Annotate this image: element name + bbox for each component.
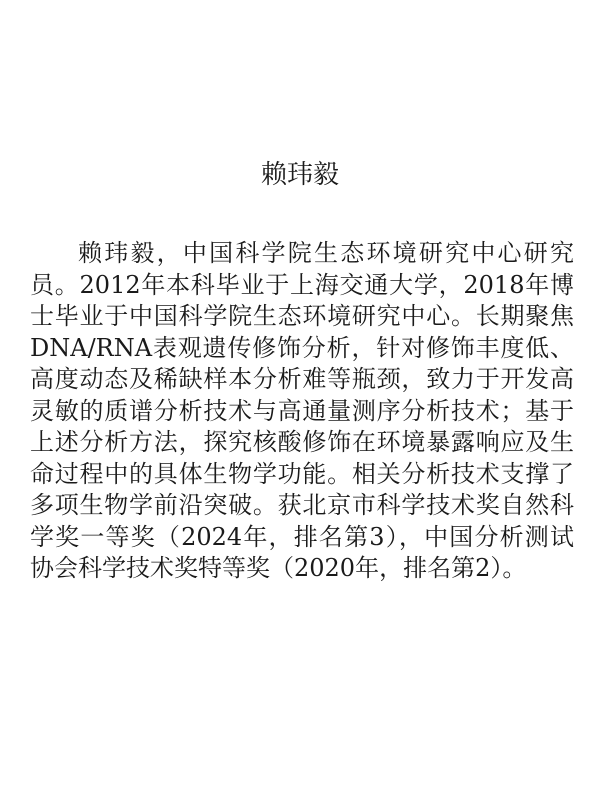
biography-paragraph: 赖玮毅，中国科学院生态环境研究中心研究员。2012年本科毕业于上海交通大学，2018年博士毕业于中国科学院生态环境研究中心。长期聚焦DNA/RNA表观遗传修饰分析，针对修饰丰度低、高度动态及稀缺样本分析难等瓶颈，致力于开发高灵敏的质谱分析技术与高通量测序分析技术；基于上述分析方法，探究核酸修饰在环境暴露响应及生命过程中的具体生物学功能。相关分析技术支撑了多项生物学前沿突破。获北京市科学技术奖自然科学奖一等奖（2024年，排名第3），中国分析测试协会科学技术奖特等奖（2020年，排名第2）。: [30, 239, 574, 582]
page-title: 赖玮毅: [260, 160, 339, 190]
